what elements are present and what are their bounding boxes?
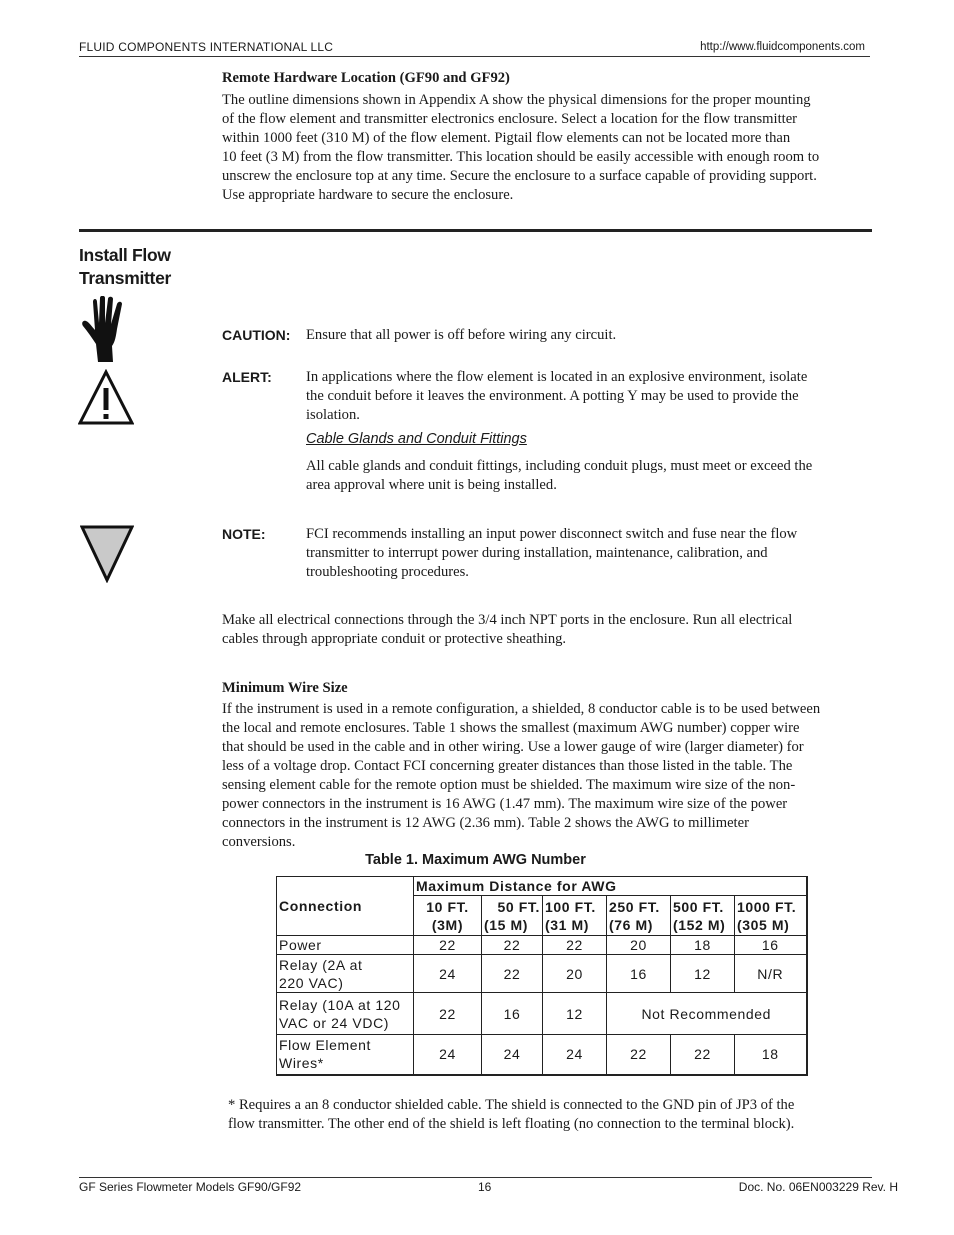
table-cell: 12 (543, 993, 607, 1035)
text-line: troubleshooting procedures. (306, 564, 469, 580)
page-number: 16 (478, 1180, 492, 1194)
footer-doc-number: Doc. No. 06EN003229 Rev. H (738, 1180, 898, 1194)
table-row (277, 1035, 807, 1075)
section-heading (79, 244, 171, 290)
table-cell: 22 (671, 1035, 735, 1075)
wire-size-paragraph (222, 700, 872, 852)
row-name: Relay (2A at 220 VAC) (277, 955, 414, 993)
text-line: power connectors in the instrument is 16 AWG (1.47 mm). The maximum wire size of the power (222, 796, 788, 812)
table-row (277, 955, 807, 993)
row-name: Power (277, 936, 414, 955)
distance-header: 500 FT. (152 M) (671, 896, 735, 936)
section-heading-line: Transmitter (79, 268, 172, 288)
awg-table (276, 876, 808, 1076)
table-cell: 20 (543, 955, 607, 993)
text-line: area approval where unit is being installed. (306, 477, 557, 493)
distance-header: 50 FT. (15 M) (482, 896, 543, 936)
remote-hardware-heading: Remote Hardware Location (GF90 and GF92) (222, 70, 510, 86)
text-line: flow transmitter. The other end of the shield is left floating (no connection to the terminal block). (228, 1116, 795, 1132)
text-line: The outline dimensions shown in Appendix A show the physical dimensions for the proper mounting (222, 92, 811, 108)
note-label: NOTE: (222, 526, 266, 542)
table-cell: 16 (482, 993, 543, 1035)
header-company: FLUID COMPONENTS INTERNATIONAL LLC (79, 40, 334, 54)
footer-document-title: GF Series Flowmeter Models GF90/GF92 (79, 1180, 302, 1194)
header-url[interactable]: http://www.fluidcomponents.com (700, 41, 865, 53)
text-line: Use appropriate hardware to secure the enclosure. (222, 187, 514, 203)
table-cell: 24 (543, 1035, 607, 1075)
table-cell: 24 (414, 1035, 482, 1075)
table-cell: 20 (607, 936, 671, 955)
distance-header: 250 FT. (76 M) (607, 896, 671, 936)
text-line: transmitter to interrupt power during installation, maintenance, calibration, and (306, 545, 768, 561)
row-name: Relay (10A at 120 VAC or 24 VDC) (277, 993, 414, 1035)
remote-hardware-paragraph (222, 91, 872, 205)
alert-label: ALERT: (222, 369, 272, 385)
text-line: conversions. (222, 834, 296, 850)
table-cell: 22 (414, 993, 482, 1035)
text-line: less of a voltage drop. Contact FCI concerning greater distances than those listed in the table. The (222, 758, 793, 774)
table-cell: 12 (671, 955, 735, 993)
table-cell: 22 (543, 936, 607, 955)
caution-label: CAUTION: (222, 327, 291, 343)
text-line: that should be used in the cable and in other wiring. Use a lower gauge of wire (larger diameter) for (222, 739, 804, 755)
table-cell: 24 (482, 1035, 543, 1075)
text-line: the conduit before it leaves the environment. A potting Y may be used to provide the (306, 388, 799, 404)
table-cell: 18 (671, 936, 735, 955)
table-cell: 16 (607, 955, 671, 993)
text-line: the local and remote enclosures. Table 1 shows the smallest (maximum AWG number) copper wire (222, 720, 800, 736)
text-line: of the flow element and transmitter electronics enclosure. Select a location for the flow transmitter (222, 111, 798, 127)
text-line: FCI recommends installing an input power disconnect switch and fuse near the flow (306, 526, 798, 542)
table-row (277, 993, 807, 1035)
note-paragraph (306, 525, 866, 582)
table-row (277, 936, 807, 955)
text-line: connectors in the instrument is 12 AWG (2.36 mm). Table 2 shows the AWG to millimeter (222, 815, 749, 831)
table-cell: 22 (414, 936, 482, 955)
text-line: In applications where the flow element is located in an explosive environment, isolate (306, 369, 808, 385)
section-rule (79, 229, 872, 232)
note-triangle-icon (80, 525, 134, 583)
table-cell: 24 (414, 955, 482, 993)
text-line: unscrew the enclosure top at any time. Secure the enclosure to a surface capable of providing support. (222, 168, 817, 184)
wire-size-heading: Minimum Wire Size (222, 680, 348, 696)
text-line: * Requires a an 8 conductor shielded cable. The shield is connected to the GND pin of JP3 of the (228, 1097, 795, 1113)
table-cell: 22 (607, 1035, 671, 1075)
table-title: Table 1. Maximum AWG Number (365, 852, 586, 868)
section-heading-line: Install Flow (79, 245, 171, 265)
connection-header: Connection (277, 877, 414, 936)
distance-span-header: Maximum Distance for AWG (414, 877, 807, 896)
row-name: Flow Element Wires* (277, 1035, 414, 1075)
table-cell: 22 (482, 936, 543, 955)
table-cell: 16 (735, 936, 807, 955)
not-recommended-cell: Not Recommended (607, 993, 807, 1035)
distance-header: 1000 FT. (305 M) (735, 896, 807, 936)
alert-paragraph (306, 368, 866, 425)
text-line: Make all electrical connections through the 3/4 inch NPT ports in the enclosure. Run all electrical (222, 612, 793, 628)
warning-triangle-icon (78, 369, 134, 425)
text-line: isolation. (306, 407, 360, 423)
text-line: 10 feet (3 M) from the flow transmitter. This location should be easily accessible with enough room to (222, 149, 820, 165)
cable-glands-paragraph (306, 457, 866, 495)
text-line: sensing element cable for the remote option must be shielded. The maximum wire size of the non- (222, 777, 796, 793)
table-cell: 18 (735, 1035, 807, 1075)
hand-stop-icon (82, 296, 132, 362)
header-rule (79, 56, 870, 57)
connections-paragraph (222, 611, 872, 649)
distance-header: 100 FT. (31 M) (543, 896, 607, 936)
table-footnote (228, 1096, 868, 1134)
text-line: All cable glands and conduit fittings, including conduit plugs, must meet or exceed the (306, 458, 813, 474)
text-line: within 1000 feet (310 M) of the flow element. Pigtail flow elements can not be located more than (222, 130, 791, 146)
distance-header: 10 FT. (3M) (414, 896, 482, 936)
table-cell: 22 (482, 955, 543, 993)
caution-text: Ensure that all power is off before wiring any circuit. (306, 327, 617, 343)
text-line: If the instrument is used in a remote configuration, a shielded, 8 conductor cable is to be used between (222, 701, 821, 717)
cable-glands-subheading: Cable Glands and Conduit Fittings (306, 431, 527, 447)
text-line: cables through appropriate conduit or protective sheathing. (222, 631, 567, 647)
footer-rule (79, 1177, 872, 1178)
table-cell: N/R (735, 955, 807, 993)
